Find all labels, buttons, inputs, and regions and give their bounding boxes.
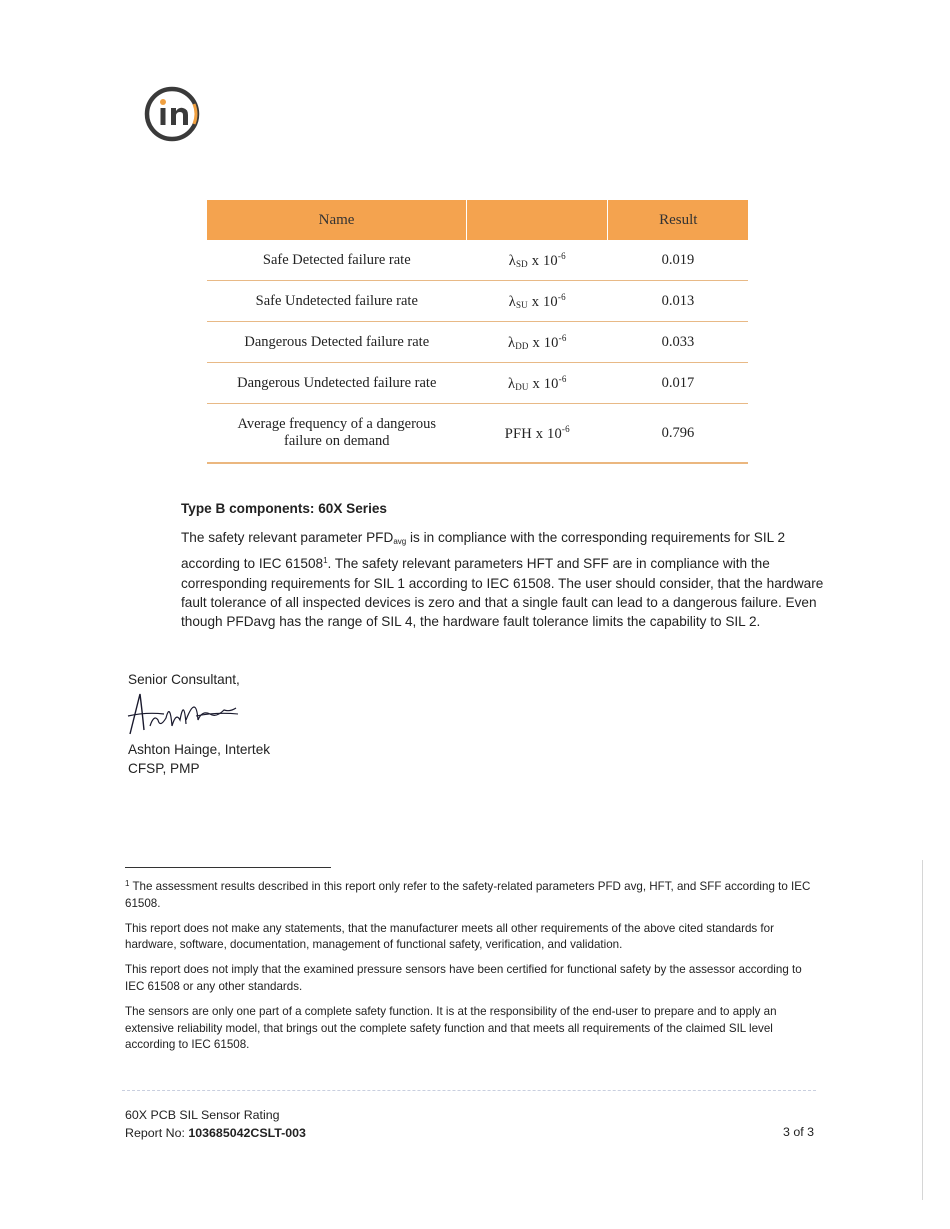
intertek-logo-icon [136,84,208,144]
row-unit: $\lambda_{SU}$ x $10^{-6}$ [467,281,608,322]
signer-name: Ashton Hainge, Intertek [128,742,271,757]
signer-credentials: CFSP, PMP [128,761,200,777]
table-row [207,363,748,404]
footnote-2: This report does not make any statements, that the manufacturer meets all other requirements of the above cited standards for hardware, software, documentation, management of functional safety, verification, and validation. [125,921,774,952]
section-heading: Type B components: 60X Series [181,501,387,516]
footnote-1: $^1$ The assessment results described in this report only refer to the safety-related parameters PFD avg, HFT, and SFF according to IEC 61508. [125,879,811,910]
footer-report-number: Report No: 103685042CSLT-003 [125,1126,306,1140]
row-unit: PFH x $10^{-6}$ [467,404,608,464]
row-name: Safe Undetected failure rate [207,281,467,322]
results-table [207,200,748,464]
row-result: 0.796 [608,404,748,464]
table-row [207,240,748,281]
table-row [207,281,748,322]
scan-edge [922,860,923,1200]
signer-block [128,740,270,779]
table-header-row [207,200,748,240]
row-name: Dangerous Undetected failure rate [207,363,467,404]
header-unit [467,200,608,240]
footnote-3: This report does not imply that the examined pressure sensors have been certified for functional safety by the assessor according to IEC 61508 or any other standards. [125,963,802,993]
row-result: 0.013 [608,281,748,322]
row-result: 0.033 [608,322,748,363]
signoff-title: Senior Consultant, [128,672,240,687]
row-unit: $\lambda_{DU}$ x $10^{-6}$ [467,363,608,404]
section-paragraph: The safety relevant parameter $PFD_{avg}$ is in compliance with the corresponding requirements for SIL 2 according to IEC 61508$^1$. The safety relevant parameters HFT and SFF are in compliance with the corresponding requirements for SIL 1 according to IEC 61508. The user should consider, that the hardware fault tolerance of all inspected devices is zero and that a single fault can lead to a dangerous failure. Even though PFDavg has the range of SIL 4, the hardware fault tolerance limits the capability to SIL 2. [181,530,824,630]
footnote-4: The sensors are only one part of a complete safety function. It is at the responsibility of the end-user to prepare and to apply an extensive reliability model, that brings out the complete safety function and that meets all requirements of the claimed SIL level according to IEC 61508. [125,1004,777,1052]
footer-doc-title: 60X PCB SIL Sensor Rating [125,1108,280,1122]
row-result: 0.019 [608,240,748,281]
footnote-divider [125,867,331,868]
footer-divider [122,1090,816,1091]
row-unit: $\lambda_{DD}$ x $10^{-6}$ [467,322,608,363]
row-name: Safe Detected failure rate [207,240,467,281]
table-row [207,322,748,363]
row-name: Dangerous Detected failure rate [207,322,467,363]
page-number: 3 of 3 [782,1125,814,1139]
row-name: Average frequency of a dangerous failure on demand [207,404,467,464]
table-row [207,404,748,464]
header-result: Result [608,200,748,240]
row-unit: $\lambda_{SD}$ x $10^{-6}$ [467,240,608,281]
header-name: Name [207,200,467,240]
page-footer [125,1106,306,1142]
footnotes [125,876,820,1062]
row-result: 0.017 [608,363,748,404]
signature-image [126,690,242,738]
